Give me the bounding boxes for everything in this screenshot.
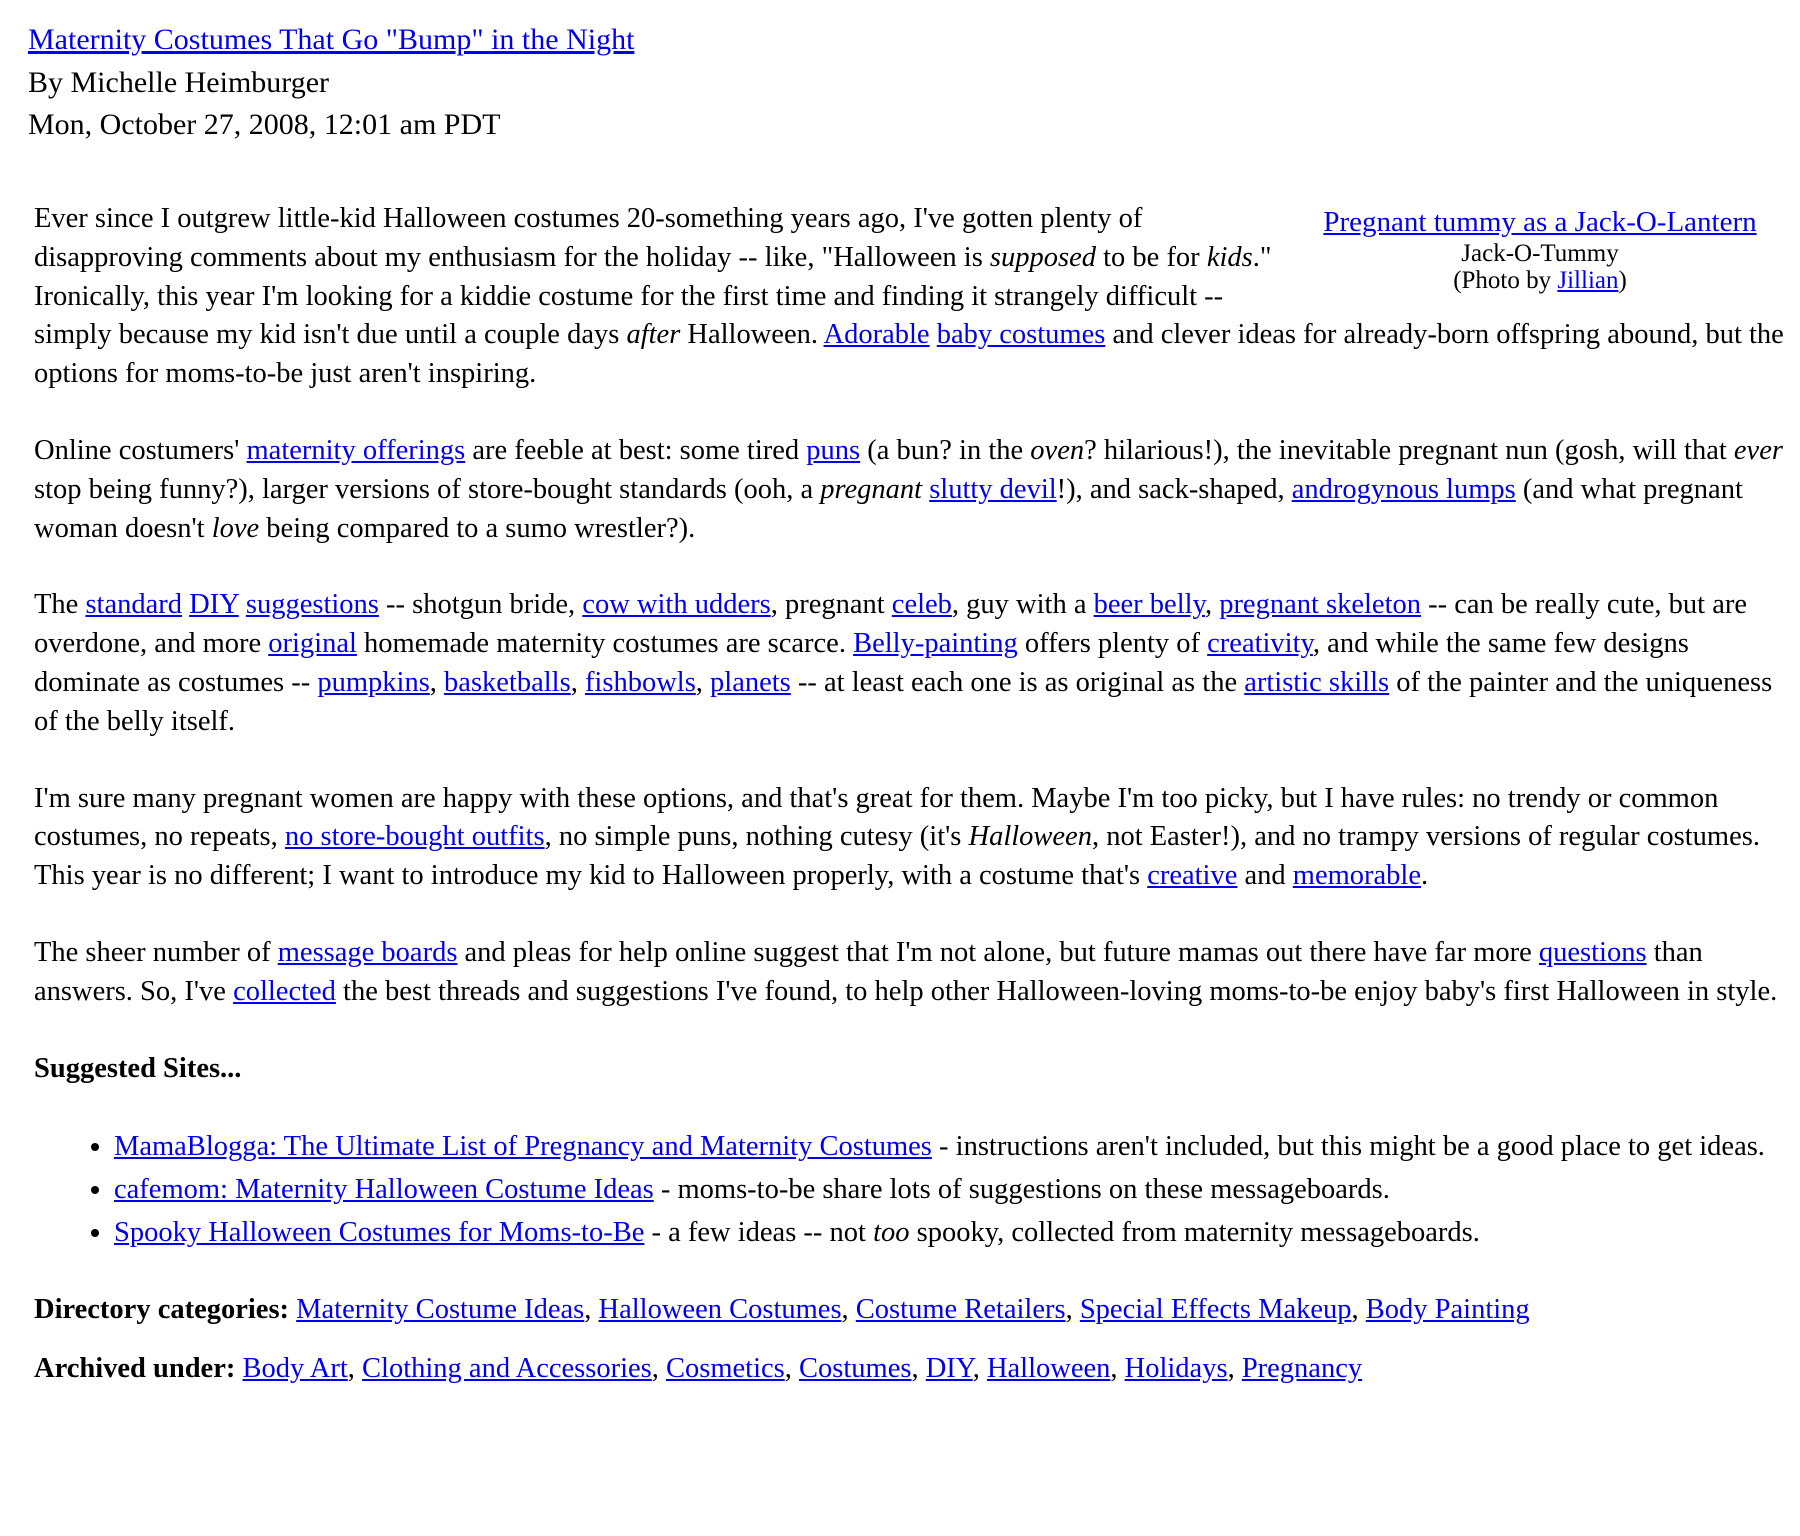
text: of the painter and the uniqueness of the belly itself. [34,666,1773,737]
text: , [570,666,585,698]
article-body [34,200,1784,1408]
text: , pregnant [770,589,892,621]
emphasis: pregnant [820,473,923,505]
text: Halloween. [680,319,824,351]
site-link[interactable]: MamaBlogga: The Ultimate List of Pregnancy and Maternity Costumes [114,1131,932,1163]
text [930,319,937,350]
text: . [1421,860,1429,892]
separator: , [911,1352,926,1384]
archive-link[interactable]: Pregnancy [1241,1352,1363,1384]
separator: , [651,1352,667,1384]
inline-link[interactable]: slutty devil [929,473,1057,505]
text: The [34,589,86,621]
photo-link[interactable]: Pregnant tummy as a Jack-O-Lantern [1323,206,1757,238]
inline-link[interactable]: fishbowls [584,666,696,698]
inline-link[interactable]: original [268,628,357,660]
text: (a bun? in the [860,434,1031,466]
text: , [429,666,445,698]
text: to be for [1096,241,1207,273]
text: and clever ideas for already-born offspring abound, but the options for moms-to-be just aren't inspiring. [34,319,1784,390]
category-link[interactable]: Maternity Costume Ideas [296,1293,585,1325]
list-item [114,1214,1784,1253]
category-link[interactable]: Special Effects Makeup [1079,1293,1352,1325]
inline-link[interactable]: maternity offerings [246,434,466,466]
archive-link[interactable]: Clothing and Accessories [362,1352,652,1384]
text: , not Easter!), and no trampy versions of regular costumes. This year is no different; I want to introduce my kid to Halloween properly, with a costume that's [34,821,1760,892]
text: ." Ironically, this year I'm looking for a kiddie costume for the first time and finding it strangely difficult -- simply because my kid isn't due until a couple days [34,241,1272,351]
text: , [1204,589,1220,621]
category-link[interactable]: Halloween Costumes [598,1293,842,1325]
inline-link[interactable]: Belly-painting [853,628,1018,660]
archive-link[interactable]: Body Art [242,1352,348,1384]
emphasis: kids [1206,241,1253,273]
inline-link[interactable]: beer belly [1093,589,1205,621]
byline: By Michelle Heimburger [28,66,330,99]
text: are feeble at best: some tired [465,434,807,466]
emphasis: too [873,1216,910,1248]
paragraph-3 [34,586,1784,741]
inline-link[interactable]: cow with udders [582,589,771,621]
site-link[interactable]: Spooky Halloween Costumes for Moms-to-Be [114,1216,645,1248]
inline-link[interactable]: basketballs [444,666,571,698]
photo-box [1296,200,1784,294]
text: , no simple puns, nothing cutesy (it's [544,821,969,853]
text: -- shotgun bride, [378,589,583,621]
text: I'm sure many pregnant women are happy with these options, and that's great for them. Maybe I'm too picky, but I have rules: no trendy or common costumes, no repeats, [34,782,1719,853]
site-description: - instructions aren't included, but this might be a good place to get ideas. [931,1131,1765,1163]
inline-link[interactable]: no store-bought outfits [284,821,545,853]
photo-credit-link[interactable]: Jillian [1557,267,1619,294]
text: ? hilarious!), the inevitable pregnant nun (gosh, will that [1084,434,1734,466]
text: (and what pregnant woman doesn't [34,473,1743,544]
emphasis: supposed [989,241,1096,273]
archived-label: Archived under: [34,1352,236,1384]
separator: , [584,1293,599,1325]
site-description: spooky, collected from maternity messageboards. [909,1216,1480,1248]
site-link[interactable]: cafemom: Maternity Halloween Costume Ideas [114,1174,654,1206]
inline-link[interactable]: standard [85,589,182,621]
emphasis: Halloween [968,821,1092,853]
inline-link[interactable]: memorable [1292,860,1421,892]
suggested-sites-heading: Suggested Sites... [34,1052,242,1084]
separator: , [1065,1293,1080,1325]
inline-link[interactable]: DIY [189,589,239,621]
inline-link[interactable]: creativity [1207,628,1313,660]
separator: , [347,1352,363,1384]
photo-credit [1296,267,1784,294]
emphasis: after [626,319,681,351]
article-header [28,20,634,146]
inline-link[interactable]: celeb [891,589,952,621]
text: Online costumers' [34,434,247,466]
separator: , [784,1352,800,1384]
archive-link[interactable]: DIY [925,1352,973,1384]
photo-credit-text: (Photo by [1453,267,1558,294]
inline-link[interactable]: baby costumes [936,319,1106,351]
category-link[interactable]: Costume Retailers [855,1293,1066,1325]
separator: , [1110,1352,1125,1384]
text: offers plenty of [1017,628,1208,660]
site-description: - moms-to-be share lots of suggestions on these messageboards. [653,1174,1390,1206]
text [239,589,246,620]
article-title-link[interactable]: Maternity Costumes That Go "Bump" in the Night [28,23,635,56]
archive-link[interactable]: Cosmetics [666,1352,785,1384]
site-description: - a few ideas -- not [644,1216,874,1248]
paragraph-4 [34,780,1784,896]
separator: , [1351,1293,1366,1325]
publish-date: Mon, October 27, 2008, 12:01 am PDT [28,108,501,141]
archive-link[interactable]: Costumes [799,1352,912,1384]
photo-caption: Jack-O-Tummy [1461,240,1619,267]
suggested-sites-list [34,1128,1784,1252]
emphasis: love [211,512,260,544]
separator: , [1227,1352,1242,1384]
inline-link[interactable]: suggestions [245,589,379,621]
text: !), and sack-shaped, [1056,473,1292,505]
text: and [1237,860,1293,892]
separator: , [841,1293,856,1325]
inline-link[interactable]: planets [710,666,791,698]
directory-categories [34,1291,1784,1330]
text: , guy with a [951,589,1094,621]
photo-credit-text: ) [1618,267,1627,294]
emphasis: ever [1733,434,1783,466]
text: , [695,666,711,698]
category-link[interactable]: Body Painting [1365,1293,1530,1325]
archive-link[interactable]: Holidays [1124,1352,1228,1384]
text: being compared to a sumo wrestler?). [259,512,696,544]
emphasis: oven [1030,434,1085,466]
archived-under [34,1350,1784,1389]
text: the best threads and suggestions I've found, to help other Halloween-loving moms-to-be enjoy baby's first Halloween in style. [335,975,1778,1007]
paragraph-2 [34,432,1784,548]
list-item [114,1128,1784,1167]
text: The sheer number of [34,936,278,968]
inline-link[interactable]: message boards [277,936,458,968]
inline-link[interactable]: Adorable [823,319,930,351]
text: -- can be really cute, but are overdone, and more [34,589,1747,660]
text: homemade maternity costumes are scarce. [356,628,854,660]
inline-link[interactable]: artistic skills [1244,666,1390,698]
inline-link[interactable]: pumpkins [317,666,430,698]
inline-link[interactable]: questions [1538,936,1647,968]
inline-link[interactable]: pregnant skeleton [1219,589,1421,621]
inline-link[interactable]: collected [233,975,336,1007]
archive-link[interactable]: Halloween [986,1352,1111,1384]
text: than answers. So, I've [34,936,1703,1007]
inline-link[interactable]: androgynous lumps [1291,473,1516,505]
inline-link[interactable]: creative [1147,860,1238,892]
paragraph-5 [34,934,1784,1012]
directory-label: Directory categories: [34,1293,290,1325]
inline-link[interactable]: puns [806,434,861,466]
text: -- at least each one is as original as the [790,666,1245,698]
text: Ever since I outgrew little-kid Halloween costumes 20-something years ago, I've gotten plenty of disapproving comments about my enthusiasm for the holiday -- like, "Halloween is [34,203,1143,273]
separator: , [972,1352,987,1384]
text: and pleas for help online suggest that I'm not alone, but future mamas out there have far more [457,936,1539,968]
text: stop being funny?), larger versions of store-bought standards (ooh, a [34,473,821,505]
list-item [114,1171,1784,1210]
text: , and while the same few designs dominate as costumes -- [34,628,1689,698]
